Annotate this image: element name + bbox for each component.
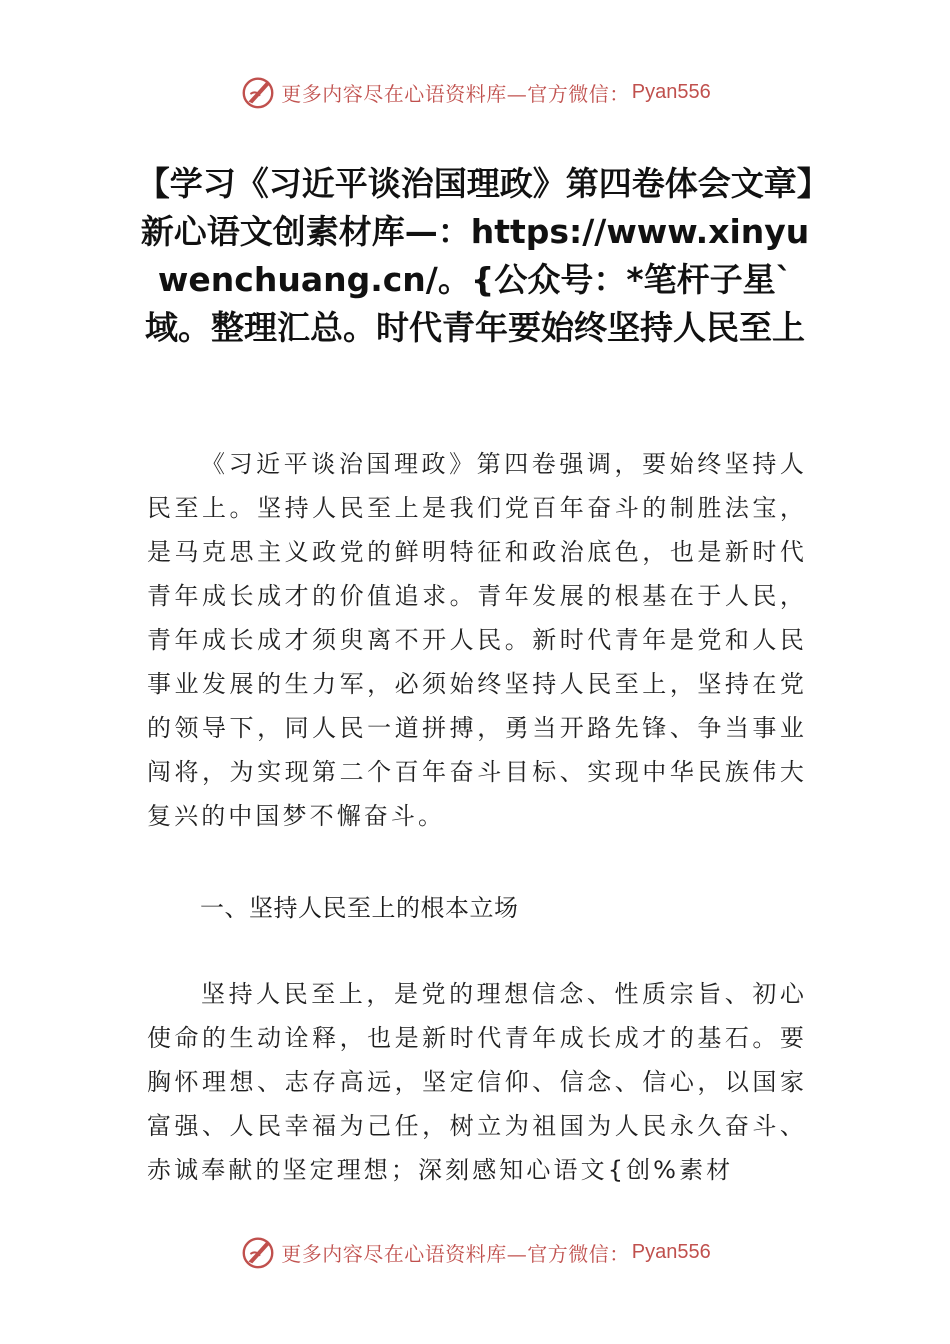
footer-banner xyxy=(0,1230,950,1274)
quill-logo-icon xyxy=(239,1233,277,1271)
header-banner xyxy=(0,70,950,114)
body-paragraph: 《习近平谈治国理政》第四卷强调，要始终坚持人民至上。坚持人民至上是我们党百年奋斗的制胜法宝，是马克思主义政党的鲜明特征和政治底色，也是新时代青年成长成才的价值追求。青年发展的根基在于人民，青年成长成才须臾离不开人民。新时代青年是党和人民事业发展的生力军，必须始终坚持人民至上，坚持在党的领导下，同人民一道拼搏，勇当开路先锋、争当事业闯将，为实现第二个百年奋斗目标、实现中华民族伟大复兴的中国梦不懈奋斗。 xyxy=(147,450,807,830)
section-heading: 一、坚持人民至上的根本立场 xyxy=(200,894,519,922)
banner-text: 更多内容尽在心语资料库—官方微信： xyxy=(281,1241,630,1266)
document-title: 【学习《习近平谈治国理政》第四卷体会文章】新心语文创素材库—：https://www.xinyuwenchuang.cn/。{公众号：*笔杆子星`域。整理汇总。时代青年要始终坚持人民至上 xyxy=(136,164,814,347)
banner-wechat-id: Pyan556 xyxy=(631,1240,711,1263)
quill-logo-icon xyxy=(239,73,277,111)
banner-wechat-id: Pyan556 xyxy=(631,80,711,103)
body-paragraph: 坚持人民至上，是党的理想信念、性质宗旨、初心使命的生动诠释，也是新时代青年成长成才的基石。要胸怀理想、志存高远，坚定信仰、信念、信心，以国家富强、人民幸福为己任，树立为祖国为人民永久奋斗、赤诚奉献的坚定理想；深刻感知心语文{创%素材 xyxy=(147,980,807,1184)
banner-text: 更多内容尽在心语资料库—官方微信： xyxy=(281,81,630,106)
